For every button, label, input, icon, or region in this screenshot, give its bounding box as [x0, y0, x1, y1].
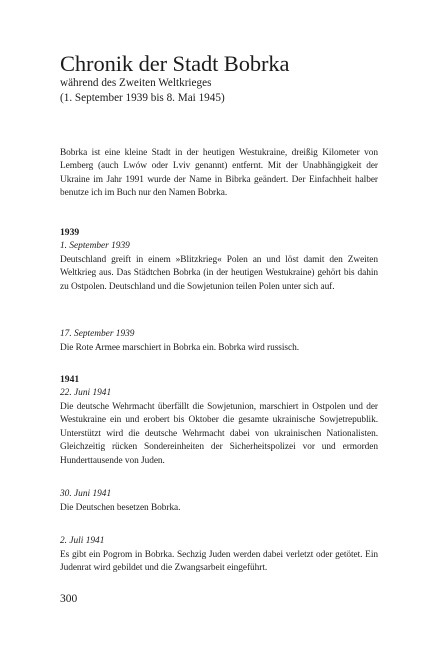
page-number: 300: [60, 593, 78, 605]
entry-text: Deutschland greift in einem »Blitzkrieg« Polen an und löst damit den Zweiten Weltkrieg aus. Das Städtchen Bobrka (in der heutigen Westukraine) gehört bis dahin zu Ostpolen. Deutschland und die Sowjetunion teilen Polen unter sich auf.: [60, 255, 378, 292]
entry-text: Die Deutschen besetzen Bobrka.: [60, 503, 181, 513]
entry-text: Es gibt ein Pogrom in Bobrka. Sechzig Juden werden dabei verletzt oder getötet. Ein Judenrat wird gebildet und die Zwangsarbeit eingeführt.: [60, 550, 378, 574]
entry-date: 22. Juni 1941: [60, 388, 112, 398]
entry-text: Die Rote Armee marschiert in Bobrka ein. Bobrka wird russisch.: [60, 343, 300, 353]
entry-date: 1. September 1939: [60, 241, 130, 251]
chapter-date-range: (1. September 1939 bis 8. Mai 1945): [60, 92, 225, 104]
year-heading: 1939: [60, 227, 80, 238]
entry-date: 2. Juli 1941: [60, 536, 105, 546]
entry-date: 30. Juni 1941: [60, 489, 112, 499]
chapter-title: Chronik der Stadt Bobrka: [60, 51, 290, 76]
chapter-subtitle: während des Zweiten Weltkrieges: [60, 77, 212, 89]
entry-text: Die deutsche Wehrmacht überfällt die Sowjetunion, marschiert in Ostpolen und der Westukraine ein und erobert bis Oktober die gesamte ukrainische Sowjetrepublik. Unterstützt wird die deutsche Wehrmacht dabei von ukrainischen Nationalisten. Gleichzeitig rücken Sondereinheiten der Sicherheitspolizei vor und ermorden Hunderttausende von Juden.: [60, 402, 378, 466]
year-heading: 1941: [60, 374, 80, 385]
entry-date: 17. September 1939: [60, 329, 135, 339]
intro-paragraph: Bobrka ist eine kleine Stadt in der heutigen Westukraine, dreißig Kilometer von Lemberg (auch Lwów oder Lviv genannt) entfernt. Mit der Unabhängigkeit der Ukraine im Jahr 1991 wurde der Name in Bibrka geändert. Der Einfachheit halber benutze ich im Buch nur den Namen Bobrka.: [60, 148, 378, 199]
